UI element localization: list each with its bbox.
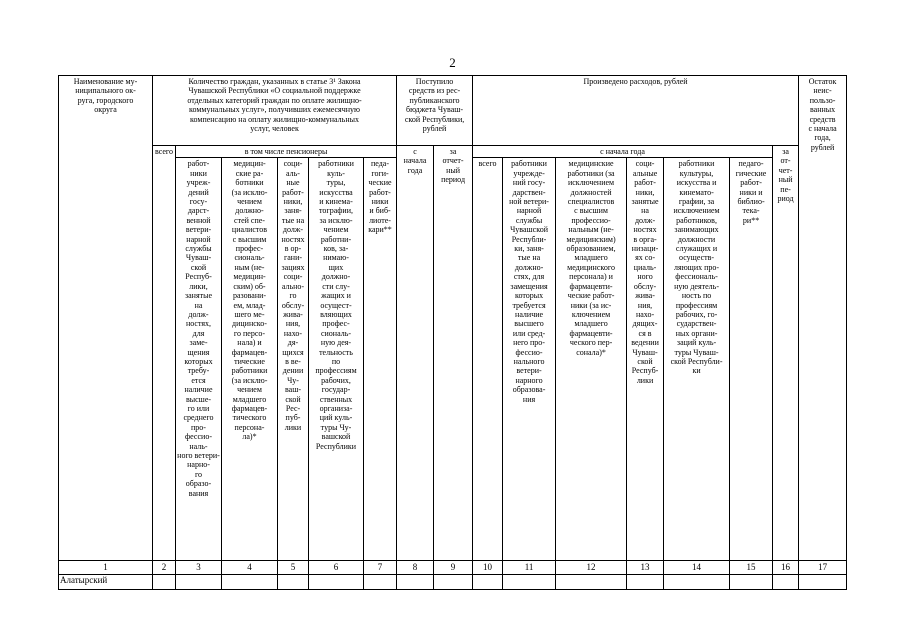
table-cell [799,575,847,590]
column-number: 7 [364,561,397,575]
column-number: 17 [799,561,847,575]
column-number: 11 [503,561,556,575]
table-cell [503,575,556,590]
page-number: 2 [449,55,456,70]
header-citizen-count: Количество граждан, указанных в статье 3¹ Закона Чувашской Республики «О социальной поддержке отдельных категорий граждан по оплате жилищно- коммунальных услуг», получивших ежемесячную компенсацию на оплату жилищно-коммунальных услуг, человек [153,76,397,146]
column-number-row [59,561,847,575]
column-number: 9 [434,561,473,575]
table-cell [434,575,473,590]
header-since-start: с начала года [397,146,434,561]
header-q-veterinary: работ- ники учреж- дений госу- дарст- венной ветери- нарной службы Чуваш- ской Респуб- лики, занятые на долж- ностях, для заме- щения которых требу- ется наличие высше- го или среднего про- фессио- наль- ного ветери- нарно- го образо- вания [176,158,222,561]
table-cell [176,575,222,590]
header-e-veterinary: работники учрежде- ний госу- дарствен- ной ветери- нарной службы Чувашской Республи- ки, заня- тые на должно- стях, для замещения которых требуется наличие высшего или сред- него про- фессио- нального ветери- нарного образова- ния [503,158,556,561]
header-since-start-year: с начала года [473,146,773,158]
column-number: 1 [59,561,153,575]
column-number: 3 [176,561,222,575]
column-number: 6 [309,561,364,575]
header-e-social: соци- альные работ- ники, занятые на долж- ностях в орга- низаци- ях со- циаль- ного обслу- жива- ния, нахо- дящих- ся в ведении Чуваш- ской Респуб- лики [627,158,664,561]
header-reporting-2: за от- чет- ный пе- риод [773,146,799,561]
column-number: 4 [222,561,278,575]
column-number: 2 [153,561,176,575]
header-total: всего [153,146,176,561]
table-cell [773,575,799,590]
table-cell [627,575,664,590]
table-cell [556,575,627,590]
table-cell [222,575,278,590]
table-cell [397,575,434,590]
column-number: 13 [627,561,664,575]
table-cell [309,575,364,590]
column-number: 16 [773,561,799,575]
header-q-medical: медицин- ские ра- ботники (за исклю- чением должно- стей спе- циалистов с высшим профес- сиональ- ным (не- медицин- ским) об- разовани- ем, млад- шего ме- дицинско- го персо- нала) и фармацев- тические работники (за исклю- чением младшего фармацев- тического персона- ла)* [222,158,278,561]
header-received-funds: Поступило средств из рес- публиканского бюджета Чуваш- ской Республики, рублей [397,76,473,146]
column-number: 14 [664,561,730,575]
table-cell [730,575,773,590]
column-number: 15 [730,561,773,575]
header-balance: Остаток неис- пользо- ванных средств с начала года, рублей [799,76,847,561]
header-expenses: Произведено расходов, рублей [473,76,799,146]
municipality-name: Алатырский [59,575,153,590]
column-number: 12 [556,561,627,575]
column-number: 10 [473,561,503,575]
header-reporting: за отчет- ный период [434,146,473,561]
table-cell [473,575,503,590]
header-municipality: Наименование му- ниципального ок- руга, городского округа [59,76,153,561]
column-number: 5 [278,561,309,575]
header-pensioners: в том числе пенсионеры [176,146,397,158]
header-q-pedagogical: педа- гоги- ческие работ- ники и биб- лиоте- кари** [364,158,397,561]
report-table [58,75,847,590]
header-e-culture: работники культуры, искусства и кинемато- графии, за исключением работников, занимающих должности служащих и осуществ- ляющих про- фессиональ- ную деятель- ность по профессиям рабочих, го- сударствен- ных органи- заций куль- туры Чуваш- ской Республи- ки [664,158,730,561]
column-number: 8 [397,561,434,575]
header-e-pedagogical: педаго- гические работ- ники и библио- тека- ри** [730,158,773,561]
table-cell [364,575,397,590]
table-cell [664,575,730,590]
table-cell [153,575,176,590]
header-q-culture: работники куль- туры, искусства и кинема- тографии, за исклю- чением работни- ков, за- нимаю- щих должно- сти слу- жащих и осущест- вляющих профес- сиональ- ную дея- тельность по профессиям рабочих, государ- ственных организа- ций куль- туры Чу- вашской Республики [309,158,364,561]
table-row [59,575,847,590]
header-e-medical: медицинские работники (за исключением должностей специалистов с высшим профессио- нальным (не- медицинским) образованием, младшего медицинского персонала) и фармацевти- ческие работ- ники (за ис- ключением младшего фармацевти- ческого пер- сонала)* [556,158,627,561]
table-cell [278,575,309,590]
header-q-social: соци- аль- ные работ- ники, заня- тые на долж- ностях в ор- гани- зациях соци- ально- го обслу- жива- ния, нахо- дя- щихся в ве- дении Чу- ваш- ской Рес- пуб- лики [278,158,309,561]
header-total-2: всего [473,158,503,561]
